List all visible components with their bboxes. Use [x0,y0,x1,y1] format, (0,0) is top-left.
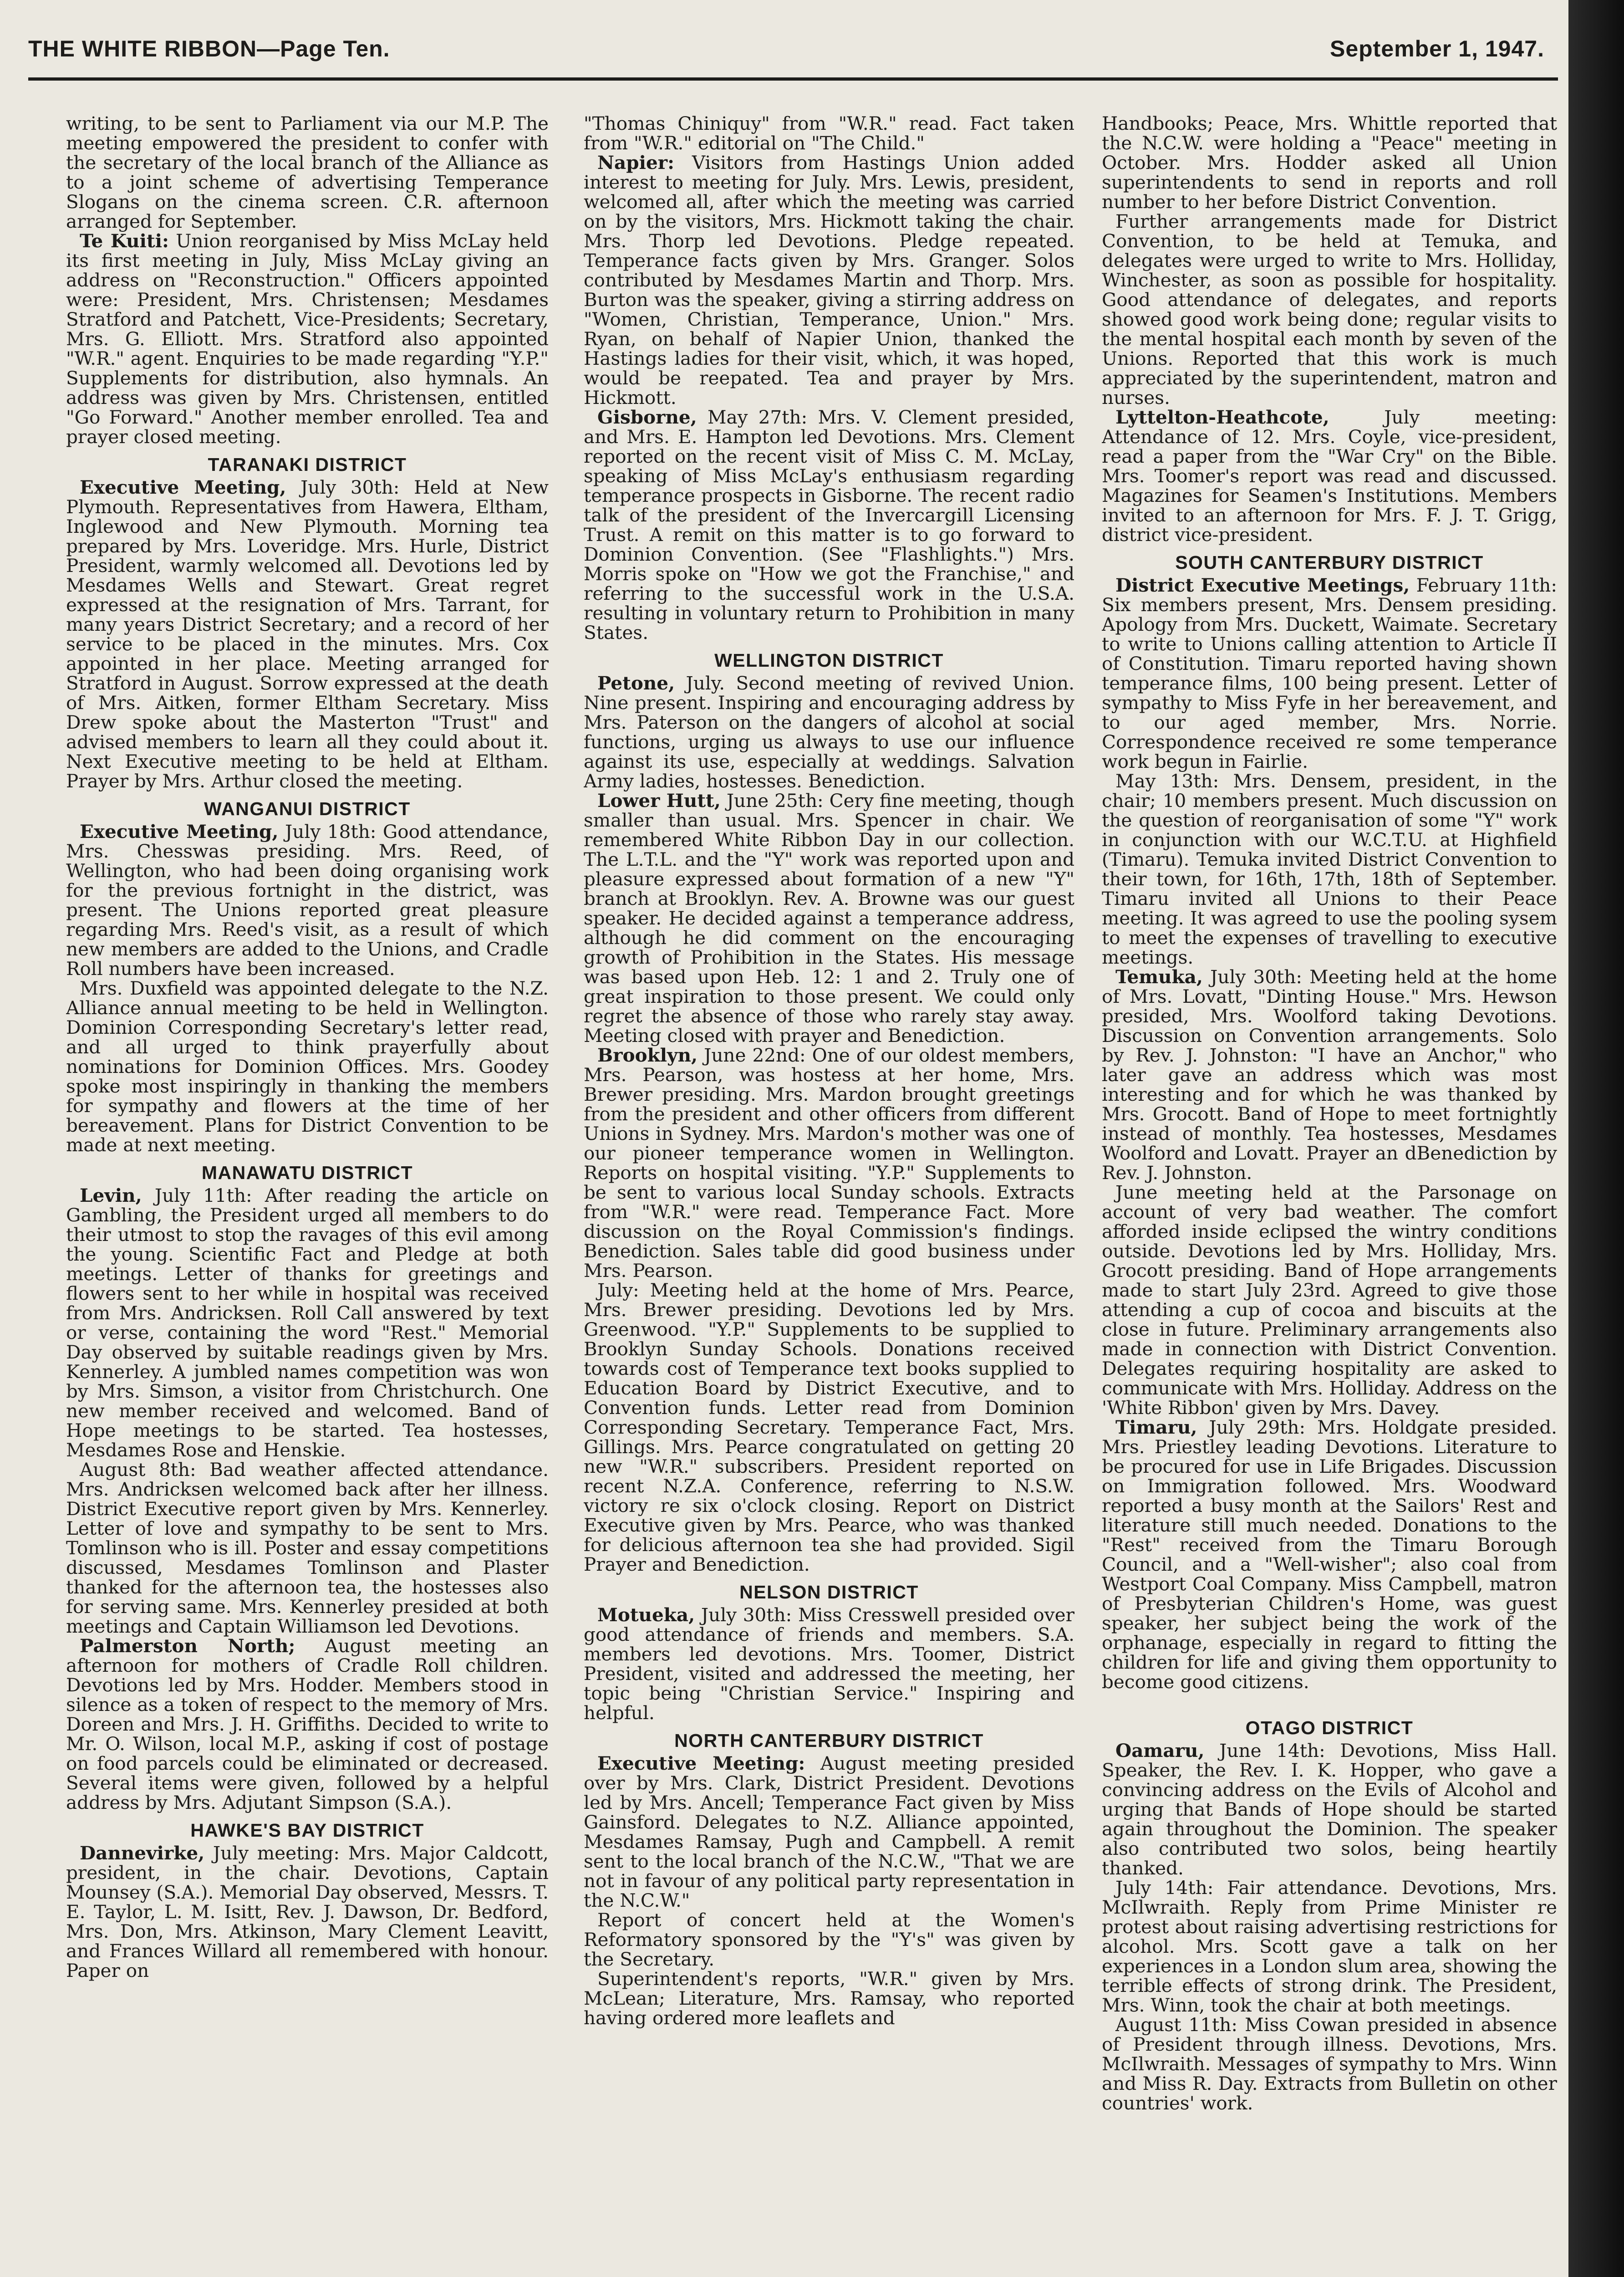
report-text: August 11th: Miss Cowan presided in absence of President through illness. Devotions, Mrs. McIlwraith. Messages of sympathy to Mrs. Winn and Miss R. Day. Extracts from Bulletin on other countries' work. [1102,2014,1557,2114]
report-paragraph [584,1969,1074,2028]
report-text: May 13th: Mrs. Densem, president, in the chair; 10 members present. Much discussion on the question of reorganisation of some "Y" work in conjunction with our W.C.T.U. at Highfield (Timaru). Temuka invited District Convention to their town, for 16th, 17th, 18th of September. Timaru invited all Unions to their Peace meeting. It was agreed to use the pooling sysem to meet the expenses of travelling to executive meetings. [1102,770,1557,968]
report-lead: Dannevirke, [80,1842,205,1864]
report-lead: Oamaru, [1115,1740,1205,1761]
report-lead: Executive Meeting, [80,476,286,498]
header-date: September 1, 1947. [1329,36,1544,61]
report-lead: Brooklyn, [597,1044,698,1066]
report-text: June 25th: Cery fine meeting, though smaller than usual. Mrs. Spencer in chair. We remembered White Ribbon Day in our collection. The L.T.L. and the "Y" work was reported upon and pleasure expressed about formation of a new "Y" branch at Brooklyn. Rev. A. Browne was our guest speaker. He decided against a temperance address, although he did comment on the encouraging growth of Prohibition in the States. His message was based upon Heb. 12: 1 and 2. Truly one of great inspiration to those present. We could only regret the absence of those who rarely stay away. Meeting closed with prayer and Benediction. [584,790,1074,1047]
report-lead: District Executive Meetings, [1115,574,1410,596]
report-text: Union reorganised by Miss McLay held its first meeting in July, Miss McLay giving an address on "Reconstruction." Officers appointed were: President, Mrs. Christensen; Mesdames Stratford and Patchett, Vice-Presidents; Secretary, Mrs. G. Elliott. Mrs. Stratford also appointed "W.R." agent. Enquiries to be made regarding "Y.P." Supplements for distribution, also hymnals. An address was given by Mrs. Christensen, entitled "Go Forward." Another member enrolled. Tea and prayer closed meeting. [66,230,549,448]
district-heading: HAWKE'S BAY DISTRICT [190,1820,424,1841]
district-heading: WANGANUI DISTRICT [204,798,411,819]
report-paragraph [584,1281,1074,1574]
district-heading: NORTH CANTERBURY DISTRICT [674,1730,984,1751]
report-lead: Gisborne, [597,406,697,428]
report-text: July 30th: Miss Cresswell presided over good attendance of friends and members. S.A. members led devotions. Mrs. Toomer, District President, visited and addressed the meeting, her topic being "Christian Service." Inspiring and helpful. [584,1604,1074,1724]
report-text: July 11th: After reading the article on Gambling, the President urged all members to do their utmost to stop the ravages of this evil among the young. Scientific Fact and Pledge at both meetings. Letter of thanks for greetings and flowers sent to her while in hospital was received from Mrs. Andricksen. Roll Call answered by text or verse, containing the word "Rest." Memorial Day observed by suitable readings given by Mrs. Kennerley. A jumbled names competition was won by Mrs. Simson, a visitor from Christchurch. One new member received and welcomed. Band of Hope meetings to be started. Tea hostesses, Mesdames Rose and Henskie. [66,1184,549,1461]
report-lead: Executive Meeting: [597,1752,805,1774]
report-paragraph [1102,1418,1557,1692]
report-lead: Te Kuiti: [80,230,169,252]
report-text: June meeting held at the Parsonage on account of very bad weather. The comfort afforded inside eclipsed the wintry conditions outside. Devotions led by Mrs. Holliday, Mrs. Grocott presiding. Band of Hope arrangements made to start July 23rd. Agreed to give those attending a cup of cocoa and biscuits at the close in future. Preliminary arrangements also made in connection with District Convention. Delegates requiring hospitality are asked to communicate with Mrs. Holliday. Address on the 'White Ribbon' given by Mrs. Davey. [1102,1181,1557,1419]
report-paragraph [1102,967,1557,1183]
report-paragraph [1102,114,1557,212]
report-text: Further arrangements made for District Convention, to be held at Temuka, and delegates were urged to write to Mrs. Holliday, Winchester, as soon as possible for hospitality. Good attendance of delegates, and reports showed good work being done; regular visits to the mental hospital each month by seven of the Unions. Reported that this work is much appreciated by the superintendent, matron and nurses. [1102,210,1557,408]
report-text: writing, to be sent to Parliament via our M.P. The meeting empowered the president to confer with the secretary of the local branch of the Alliance as to a joint scheme of advertising Temperance Slogans on the cinema screen. C.R. afternoon arranged for September. [66,114,549,232]
report-text: Superintendent's reports, "W.R." given by Mrs. McLean; Literature, Mrs. Ramsay, who reported having ordered more leaflets and [584,1968,1074,2029]
report-paragraph [66,1843,549,1981]
report-text: July. Second meeting of revived Union. Nine present. Inspiring and encouraging address by Mrs. Paterson on the dangers of alcohol at social functions, urging us always to use our influence against its use, especially at weddings. Salvation Army ladies, hostesses. Benediction. [584,672,1074,792]
report-paragraph [1102,771,1557,967]
report-paragraph [584,1754,1074,1910]
report-text: July 18th: Good attendance, Mrs. Chesswas presiding. Mrs. Reed, of Wellington, who had been doing organising work for the previous fortnight in the district, was present. The Unions reported great pleasure regarding Mrs. Reed's visit, as a result of which new members are added to the Unions, and Cradle Roll numbers have been increased. [66,821,549,980]
report-paragraph [584,408,1074,643]
report-text: August meeting presided over by Mrs. Clark, District President. Devotions led by Mrs. Ancell; Temperance Fact given by Miss Gainsford. Delegates to N.Z. Alliance appointed, Mesdames Ramsay, Pugh and Campbell. A remit sent to the local branch of the N.C.W., "That we are not in favour of any political party representation in the N.C.W." [584,1752,1074,1911]
report-paragraph [1102,576,1557,771]
report-lead: Petone, [597,672,675,694]
report-paragraph [584,1910,1074,1969]
report-paragraph [1102,1183,1557,1418]
report-text: "Thomas Chiniquy" from "W.R." read. Fact taken from "W.R." editorial on "The Child." [584,114,1074,154]
report-text: July 30th: Held at New Plymouth. Representatives from Hawera, Eltham, Inglewood and New Plymouth. Morning tea prepared by Mrs. Loveridge. Mrs. Hurle, District President, warmly welcomed all. Devotions led by Mesdames Wells and Stewart. Great regret expressed at the resignation of Mrs. Tarrant, for many years District Secretary; and a record of her service to be placed in the minutes. Mrs. Cox appointed in her place. Meeting arranged for Stratford in August. Sorrow expressed at the death of Mrs. Aitken, former Eltham Secretary. Miss Drew spoke about the Masterton "Trust" and advised members to learn all they could about it. Next Executive meeting to be held at Eltham. Prayer by Mrs. Arthur closed the meeting. [66,476,549,792]
column-1 [66,114,549,2277]
report-lead: Palmerston North; [80,1635,295,1657]
report-paragraph [66,1460,549,1636]
report-text: February 11th: Six members present, Mrs. Densem presiding. Apology from Mrs. Duckett, Waimate. Secretary to write to Unions calling attention to Article II of Constitution. Timaru reported having shown temperance films, 100 being present. Letter of sympathy to Miss Fyfe in her bereavement, and to our aged member, Mrs. Norrie. Correspondence received re some temperance work begun in Fairlie. [1102,574,1557,772]
report-paragraph [584,1046,1074,1281]
report-text: Visitors from Hastings Union added interest to meeting for July. Mrs. Lewis, president, welcomed all, after which the meeting was carried on by the visitors, Mrs. Hickmott taking the chair. Mrs. Thorp led Devotions. Pledge repeated. Temperance facts given by Mrs. Granger. Solos contributed by Mesdames Martin and Thorp. Mrs. Burton was the speaker, giving a stirring address on "Women, Christian, Temperance, Union." Mrs. Ryan, on behalf of Napier Union, thanked the Hastings ladies for their visit, which, it was hoped, would be reepated. Tea and prayer by Mrs. Hickmott. [584,152,1074,408]
report-paragraph [584,153,1074,408]
report-paragraph [1102,408,1557,545]
report-text: August meeting an afternoon for mothers of Cradle Roll children. Devotions led by Mrs. Hodder. Members stood in silence as a token of respect to the memory of Mrs. Doreen and Mrs. J. H. Griffiths. Decided to write to Mr. O. Wilson, local M.P., asking if cost of postage on food parcels could be eliminated or decreased. Several items were given, followed by a helpful address by Mrs. Adjutant Simpson (S.A.). [66,1635,549,1813]
district-heading: TARANAKI DISTRICT [208,454,407,475]
column-2 [584,114,1074,2277]
report-paragraph [1102,212,1557,408]
district-heading: MANAWATU DISTRICT [201,1162,413,1183]
report-lead: Napier: [597,152,675,174]
page-header [28,26,1544,77]
report-lead: Executive Meeting, [80,821,279,842]
report-lead: Motueka, [597,1604,695,1626]
report-paragraph [584,791,1074,1046]
district-heading: NELSON DISTRICT [739,1582,919,1603]
report-text: July meeting: Mrs. Major Caldcott, president, in the chair. Devotions, Captain Mounsey (S.A.). Memorial Day observed, Messrs. T. E. Taylor, L. M. Isitt, Rev. J. Dawson, Dr. Bedford, Mrs. Don, Mrs. Atkinson, Mary Clement Leavitt, and Frances Willard all remembered with honour. Paper on [66,1842,549,1981]
district-heading: WELLINGTON DISTRICT [714,650,944,671]
report-paragraph [1102,2015,1557,2113]
report-paragraph [584,114,1074,153]
header-title: THE WHITE RIBBON—Page Ten. [28,36,390,61]
report-paragraph [66,114,549,231]
district-heading: OTAGO DISTRICT [1245,1717,1414,1738]
report-text: Handbooks; Peace, Mrs. Whittle reported that the N.C.W. were holding a "Peace" meeting in October. Mrs. Hodder asked all Union superintendents to send in reports and roll number to her before District Convention. [1102,114,1557,213]
dark-page-edge [1568,0,1624,2277]
report-lead: Lower Hutt, [597,790,721,812]
spacer [1102,1692,1557,1710]
district-heading: SOUTH CANTERBURY DISTRICT [1175,552,1484,573]
report-paragraph [66,979,549,1155]
report-paragraph [584,674,1074,791]
report-paragraph [66,1186,549,1460]
report-lead: Lyttelton-Heathcote, [1115,406,1329,428]
report-paragraph [1102,1878,1557,2015]
report-text: June 14th: Devotions, Miss Hall. Speaker, the Rev. I. K. Hopper, who gave a convincing address on the Evils of Alcohol and urging that Bands of Hope should be started again throughout the Dominion. The speaker also contributed two solos, being heartily thanked. [1102,1740,1557,1879]
report-paragraph [66,1636,549,1812]
report-text: Report of concert held at the Women's Reformatory sponsored by the "Y's" was given by the Secretary. [584,1909,1074,1970]
report-text: May 27th: Mrs. V. Clement presided, and Mrs. E. Hampton led Devotions. Mrs. Clement reported on the recent visit of Miss C. M. McLay, speaking of Miss McLay's enthusiasm regarding temperance prospects in Gisborne. The recent radio talk of the president of the Invercargill Licensing Trust. A remit on this matter is to go forward to Dominion Convention. (See "Flashlights.") Mrs. Morris spoke on "How we got the Franchise," and referring to the successful work in the U.S.A. resulting in voluntary return to Prohibition in many States. [584,406,1074,643]
report-paragraph [66,822,549,979]
report-paragraph [66,231,549,447]
report-text: July 29th: Mrs. Holdgate presided. Mrs. Priestley leading Devotions. Literature to be procured for use in Life Brigades. Discussion on Immigration followed. Mrs. Woodward reported a busy month at the Sailors' Rest and literature still much needed. Donations to the "Rest" received from the Timaru Borough Council, and a "Well-wisher"; also coal from Westport Coal Company. Miss Campbell, matron of Presbyterian Children's Home, was guest speaker, her subject being the work of the orphanage, especially in regard to fitting the children for life and giving them opportunity to become good citizens. [1102,1416,1557,1693]
report-text: July 30th: Meeting held at the home of Mrs. Lovatt, "Dinting House." Mrs. Hewson presided, Mrs. Woolford taking Devotions. Discussion on Convention arrangements. Solo by Rev. J. Johnston: "I have an Anchor," who later gave an address which was most interesting and for which he was thanked by Mrs. Grocott. Band of Hope to meet fortnightly instead of monthly. Tea hostesses, Mesdames Woolford and Lovatt. Prayer an dBenediction by Rev. J. Johnston. [1102,966,1557,1184]
report-text: August 8th: Bad weather affected attendance. Mrs. Andricksen welcomed back after her illness. District Executive report given by Mrs. Kennerley. Letter of love and sympathy to be sent to Mrs. Tomlinson who is ill. Poster and essay competitions discussed, Mesdames Tomlinson and Plaster thanked for the afternoon tea, the hostesses also for serving same. Mrs. Kennerley presided at both meetings and Captain Williamson led Devotions. [66,1459,549,1637]
report-paragraph [66,478,549,791]
report-text: July meeting: Attendance of 12. Mrs. Coyle, vice-president, read a paper from the "War Cry" on the Bible. Mrs. Toomer's report was read and discussed. Magazines for Seamen's Institutions. Members invited to an afternoon for Mrs. F. J. T. Grigg, district vice-president. [1102,406,1557,546]
report-paragraph [1102,1741,1557,1878]
report-lead: Temuka, [1115,966,1203,988]
report-lead: Levin, [80,1184,142,1206]
column-3 [1102,114,1557,2277]
report-text: Mrs. Duxfield was appointed delegate to the N.Z. Alliance annual meeting to be held in Wellington. Dominion Corresponding Secretary's letter read, and all urged to think prayerfully about nominations for Dominion Offices. Mrs. Goodey spoke most inspiringly in thanking the members for sympathy and flowers at the time of her bereavement. Plans for District Convention to be made at next meeting. [66,977,549,1156]
report-text: July 14th: Fair attendance. Devotions, Mrs. McIlwraith. Reply from Prime Minister re protest about raising advertising restrictions for alcohol. Mrs. Scott gave a talk on her experiences in a London slum area, showing the terrible effects of strong drink. The President, Mrs. Winn, took the chair at both meetings. [1102,1877,1557,2016]
report-lead: Timaru, [1115,1416,1197,1438]
report-paragraph [584,1605,1074,1723]
report-text: June 22nd: One of our oldest members, Mrs. Pearson, was hostess at her home, Mrs. Brewer presiding. Mrs. Mardon brought greetings from the president and other officers from different Unions in Sydney. Mrs. Mardon's mother was one of our pioneer temperance women in Wellington. Reports on hospital visiting. "Y.P." Supplements to be sent to various local Sunday schools. Extracts from "W.R." were read. Temperance Fact. More discussion on the Royal Commission's findings. Benediction. Sales table did good business under Mrs. Pearson. [584,1044,1074,1281]
header-rule [28,77,1558,81]
report-text: July: Meeting held at the home of Mrs. Pearce, Mrs. Brewer presiding. Devotions led by Mrs. Greenwood. "Y.P." Supplements to be supplied to Brooklyn Sunday Schools. Donations received towards cost of Temperance text books supplied to Education Board by District Executive, and to Convention funds. Letter read from Dominion Corresponding Secretary. Temperance Fact, Mrs. Gillings. Mrs. Pearce congratulated on getting 20 new "W.R." subscribers. President reported on recent N.Z.A. Conference, referring to N.S.W. victory re six o'clock closing. Report on District Executive given by Mrs. Pearce, who was thanked for delicious afternoon tea she had provided. Sigil Prayer and Benediction. [584,1279,1074,1575]
